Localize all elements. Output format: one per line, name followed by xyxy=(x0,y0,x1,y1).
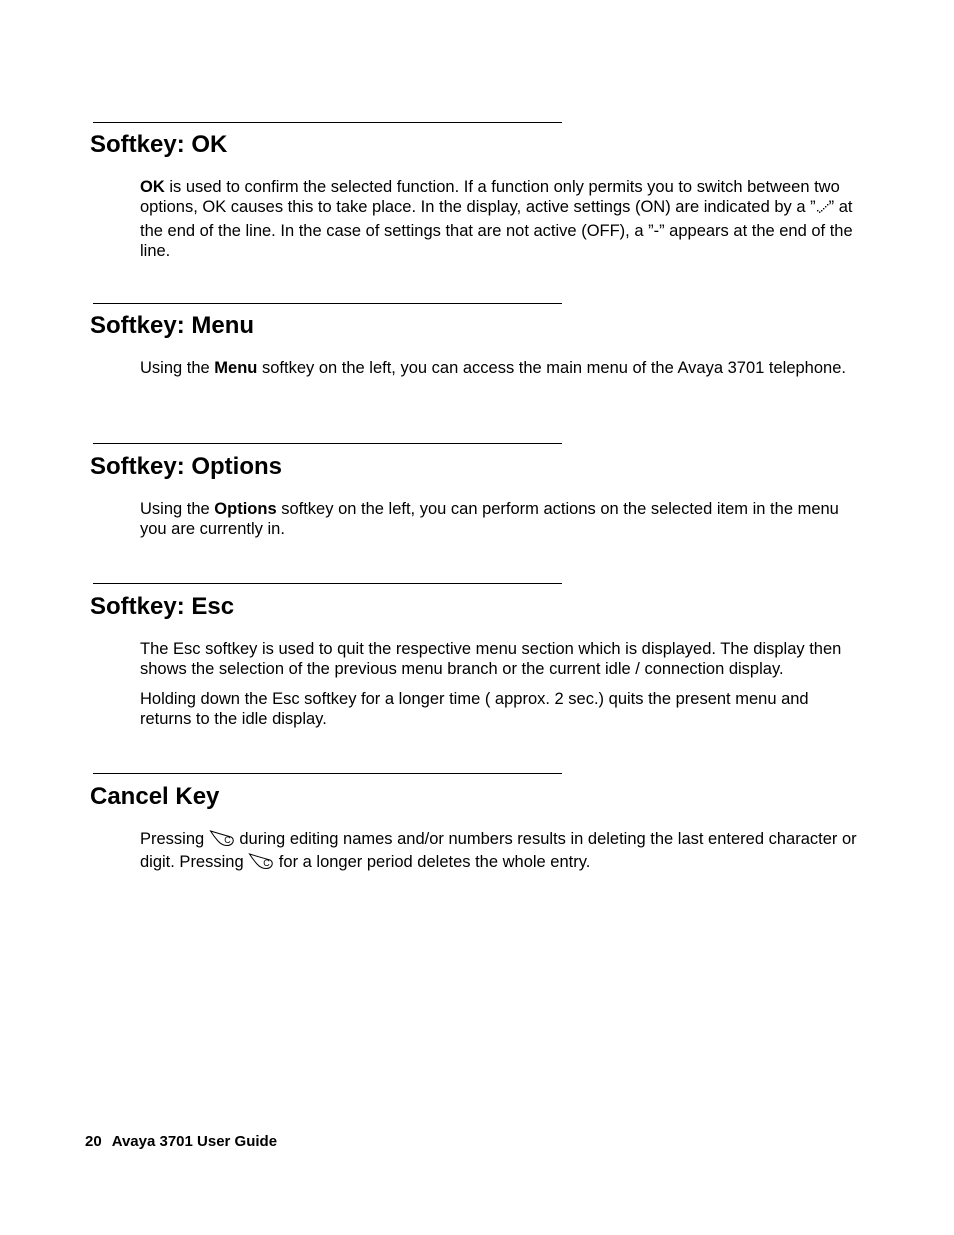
paragraph-cancel-key: Pressing C during editing names and/or numbers results in deleting the last entered character or digit. Pressing C for a longer period deletes the whole entry. xyxy=(140,829,862,876)
paragraph-softkey-ok: OK is used to confirm the selected function. If a function only permits you to switch between two options, OK causes this to take place. In the display, active settings (ON) are indicated by a ” ” at the end of the line. In the case of settings that are not active (OFF), a ”-” appears at the end of the line. xyxy=(140,178,853,260)
paragraph-softkey-esc-2: Holding down the Esc softkey for a longer time ( approx. 2 sec.) quits the present menu and returns to the idle display. xyxy=(140,690,809,729)
paragraph-softkey-esc-1: The Esc softkey is used to quit the respective menu section which is displayed. The display then shows the selection of the previous menu branch or the current idle / connection display. xyxy=(140,640,842,679)
section-divider-esc xyxy=(93,583,562,584)
svg-text:C: C xyxy=(263,858,270,869)
section-divider-cancel xyxy=(93,773,562,774)
heading-softkey-esc: Softkey: Esc xyxy=(90,593,235,620)
heading-softkey-menu: Softkey: Menu xyxy=(90,312,255,339)
section-divider-menu xyxy=(93,303,562,304)
heading-softkey-ok: Softkey: OK xyxy=(90,131,228,158)
page-number: 20 xyxy=(85,1133,102,1150)
paragraph-softkey-options: Using the Options softkey on the left, you can perform actions on the selected item in the menu you are currently in. xyxy=(140,500,839,539)
menu-bold-term: Menu xyxy=(214,359,258,377)
section-divider-options xyxy=(93,443,562,444)
paragraph-softkey-menu: Using the Menu softkey on the left, you can access the main menu of the Avaya 3701 telephone. xyxy=(140,359,846,377)
heading-softkey-options: Softkey: Options xyxy=(90,453,283,480)
cancel-key-icon xyxy=(209,829,235,852)
checkmark-icon xyxy=(816,200,829,220)
svg-text:C: C xyxy=(224,835,231,846)
ok-bold-term: OK xyxy=(140,178,165,196)
section-divider-ok xyxy=(93,122,562,123)
guide-title: Avaya 3701 User Guide xyxy=(111,1133,278,1150)
page-footer xyxy=(85,1133,277,1151)
cancel-key-icon xyxy=(248,852,274,875)
options-bold-term: Options xyxy=(214,500,277,518)
heading-cancel-key: Cancel Key xyxy=(90,783,220,810)
